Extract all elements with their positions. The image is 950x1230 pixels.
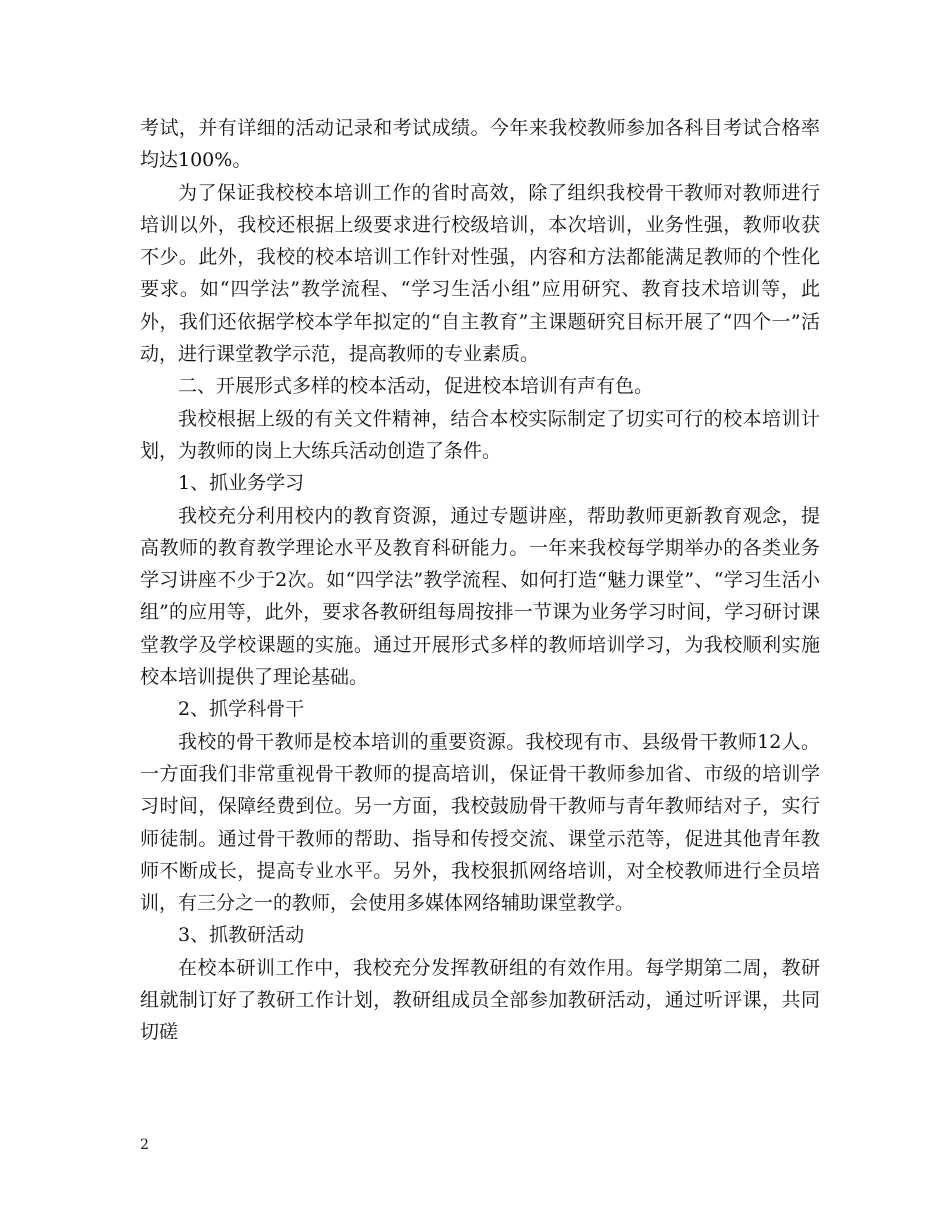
page-number: 2: [140, 1137, 149, 1153]
paragraph-6: 我校充分利用校内的教育资源，通过专题讲座，帮助教师更新教育观念，提高教师的教育教学理论水平及教育科研能力。一年来我校每学期举办的各类业务学习讲座不少于2次。如“四学法”教学流程、如何打造“魅力课堂”、“学习生活小组”的应用等，此外，要求各教研组每周按排一节课为业务学习时间，学习研讨课堂教学及学校课题的实施。通过开展形式多样的教师培训学习，为我校顺利实施校本培训提供了理论基础。: [140, 504, 820, 689]
subheading-2: 2、抓学科骨干: [178, 698, 305, 721]
subheading-3: 3、抓教研活动: [178, 924, 305, 947]
paragraph-10: 在校本研训工作中，我校充分发挥教研组的有效作用。每学期第二周，教研组就制订好了教研工作计划，教研组成员全部参加教研活动，通过听评课，共同切磋: [140, 956, 820, 1044]
document-body: [140, 112, 820, 1049]
section-heading-2: 二、开展形式多样的校本活动，促进校本培训有声有色。: [178, 375, 654, 398]
paragraph-8: 我校的骨干教师是校本培训的重要资源。我校现有市、县级骨干教师12人。一方面我们非常重视骨干教师的提高培训，保证骨干教师参加省、市级的培训学习时间，保障经费到位。另一方面，我校鼓励骨干教师与青年教师结对子，实行师徒制。通过骨干教师的帮助、指导和传授交流、课堂示范等，促进其他青年教师不断成长，提高专业水平。另外，我校狠抓网络培训，对全校教师进行全员培训，有三分之一的教师，会使用多媒体网络辅助课堂教学。: [140, 730, 820, 915]
paragraph-1: 考试，并有详细的活动记录和考试成绩。今年来我校教师参加各科目考试合格率均达100%。: [140, 117, 820, 172]
paragraph-4: 我校根据上级的有关文件精神，结合本校实际制定了切实可行的校本培训计划，为教师的岗上大练兵活动创造了条件。: [140, 407, 820, 462]
subheading-1: 1、抓业务学习: [178, 472, 305, 495]
paragraph-2: 为了保证我校校本培训工作的省时高效，除了组织我校骨干教师对教师进行培训以外，我校还根据上级要求进行校级培训，本次培训，业务性强，教师收获不少。此外，我校的校本培训工作针对性强，内容和方法都能满足教师的个性化要求。如“四学法”教学流程、“学习生活小组”应用研究、教育技术培训等，此外，我们还依据学校本学年拟定的“自主教育”主课题研究目标开展了“四个一”活动，进行课堂教学示范，提高教师的专业素质。: [140, 181, 820, 366]
